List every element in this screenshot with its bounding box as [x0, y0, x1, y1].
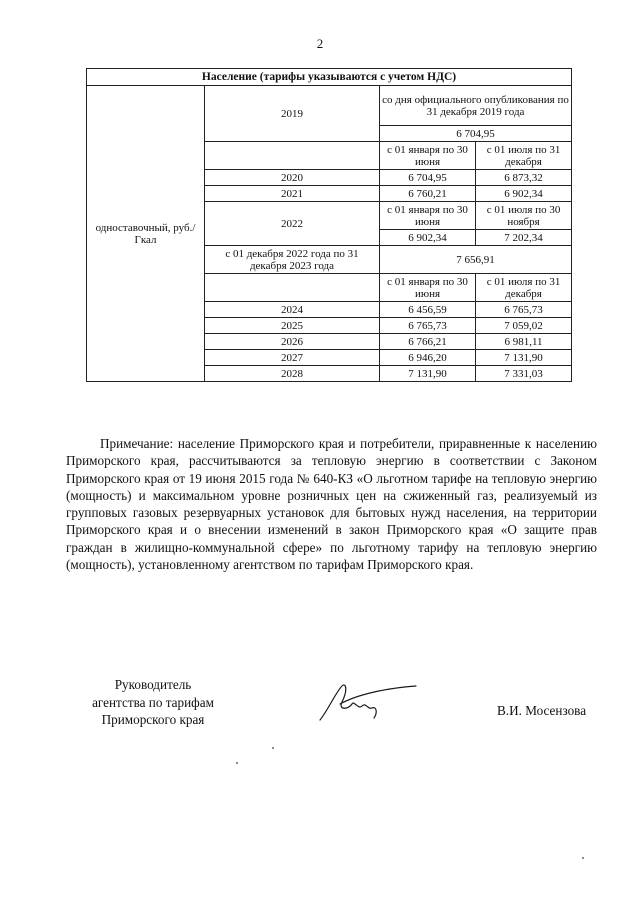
value-cell: 6 456,59	[380, 302, 476, 318]
year-cell: 2021	[205, 186, 380, 202]
value-cell: 6 981,11	[476, 334, 572, 350]
tariff-category: одноставочный, руб./Гкал	[87, 86, 205, 382]
table-header-row	[87, 69, 572, 86]
value-cell: 6 766,21	[380, 334, 476, 350]
year-cell: 2027	[205, 350, 380, 366]
year-cell: 2019	[205, 86, 380, 142]
year-cell: 2024	[205, 302, 380, 318]
period-cell: с 01 декабря 2022 года по 31 декабря 2023 года	[205, 246, 380, 274]
value-cell: 6 873,32	[476, 170, 572, 186]
year-cell: 2020	[205, 170, 380, 186]
value-cell: 6 765,73	[476, 302, 572, 318]
value-cell: 6 946,20	[380, 350, 476, 366]
handwritten-signature	[318, 680, 418, 724]
position-line: Приморского края	[101, 712, 205, 727]
period-cell: с 01 января по 30 июня	[380, 142, 476, 170]
value-cell: 7 202,34	[476, 230, 572, 246]
value-cell: 7 656,91	[380, 246, 572, 274]
scan-speck	[236, 762, 238, 764]
table-header: Население (тарифы указываются с учетом НДС)	[87, 69, 572, 86]
year-cell: 2028	[205, 366, 380, 382]
period-cell: с 01 июля по 31 декабря	[476, 142, 572, 170]
position-line: агентства по тарифам	[92, 694, 214, 710]
period-cell: с 01 июля по 30 ноября	[476, 202, 572, 230]
year-cell: 2026	[205, 334, 380, 350]
period-cell: с 01 января по 30 июня	[380, 274, 476, 302]
position-line: Руководитель	[114, 677, 192, 692]
page-number: 2	[316, 36, 324, 51]
period-cell: со дня официального опубликования по 31 декабря 2019 года	[380, 86, 572, 126]
year-cell: 2022	[205, 202, 380, 246]
value-cell: 6 765,73	[380, 318, 476, 334]
period-cell: с 01 января по 30 июня	[380, 202, 476, 230]
empty-cell	[205, 274, 380, 302]
value-cell: 6 902,34	[476, 186, 572, 202]
value-cell: 7 331,03	[476, 366, 572, 382]
scan-speck	[272, 747, 274, 749]
value-cell: 6 704,95	[380, 126, 572, 142]
year-cell: 2025	[205, 318, 380, 334]
signatory-position	[78, 676, 228, 729]
scan-speck	[582, 857, 584, 859]
value-cell: 6 902,34	[380, 230, 476, 246]
signatory-name: В.И. Мосензова	[497, 703, 587, 718]
tariff-table	[86, 68, 572, 382]
value-cell: 7 131,90	[380, 366, 476, 382]
value-cell: 6 704,95	[380, 170, 476, 186]
table-row	[87, 86, 572, 126]
note-paragraph: Примечание: население Приморского края и потребители, приравненные к населению Приморского края, рассчитываются за тепловую энергию в соответствии с Законом Приморского края от 19 июня 2015 года № 640-КЗ «О льготном тарифе на тепловую энергию (мощность) и максимальном уровне розничных цен на сжиженный газ, реализуемый из групповых газовых резервуарных установок для бытовых нужд населения, на территории Приморского края и о внесении изменений в закон Приморского края «О защите прав граждан в жилищно-коммунальной сфере» по льготному тарифу на тепловую энергию (мощность), установленному агентством по тарифам Приморского края.	[66, 436, 597, 573]
value-cell: 7 131,90	[476, 350, 572, 366]
value-cell: 7 059,02	[476, 318, 572, 334]
value-cell: 6 760,21	[380, 186, 476, 202]
empty-cell	[205, 142, 380, 170]
period-cell: с 01 июля по 31 декабря	[476, 274, 572, 302]
